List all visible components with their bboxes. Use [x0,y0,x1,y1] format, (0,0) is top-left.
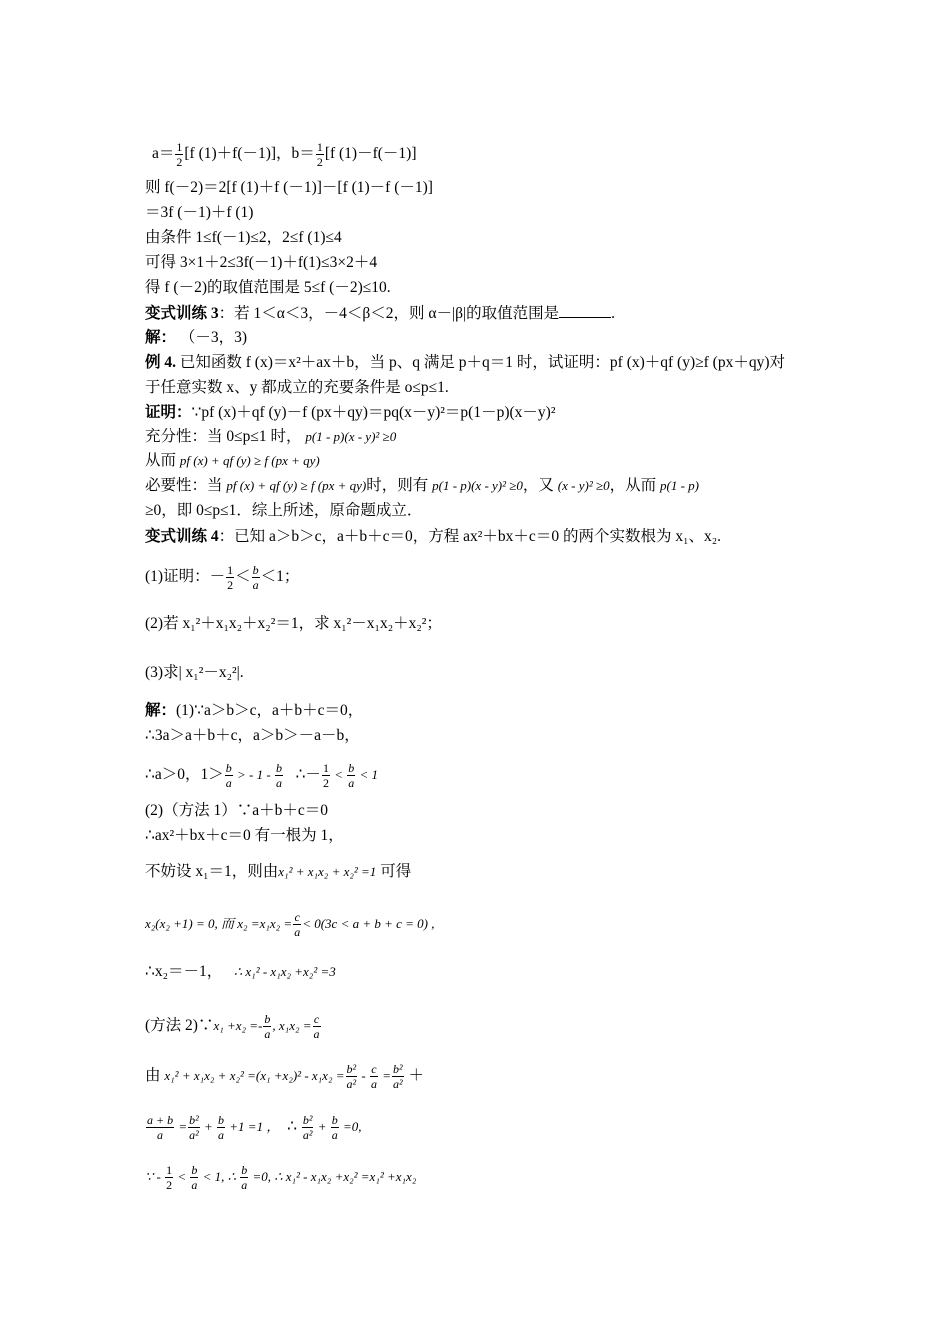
method-1-root: ∴ax²＋bx＋c＝0 有一根为 1， [145,827,344,844]
variant-4: 变式训练 4：已知 a＞b＞c，a＋b＋c＝0，方程 ax²＋bx＋c＝0 的两个实数根为 x₁、x₂. [145,528,721,545]
question-3: (3)求| x₁²－x₂²|. [145,664,244,681]
method-2-line3: $\frac{a + b}{a}$ = $\frac{\text{b²}}{\text{a²}}$ + $\frac{b}{a}$ +1 =1 ， ∴ $\frac{\text{b²}}{\text{a²}}$ + $\frac{b}{a}$ =0, [147,1113,362,1142]
necessity-cont: ≥0，即 0≤p≤1．综上所述，原命题成立． [145,502,423,519]
proof: 证明：∵pf (x)＋qf (y)－f (px＋qy)＝pq(x－y)²＝p(1－p)(x－y)² [145,404,556,421]
method-2-line4: ∵ - $\frac{1}{2}$ < $\frac{b}{a}$ < 1, ∴ $\frac{b}{a}$ =0, ∴ x₁² - x₁x₂ +x₂² =x₁² +x₁x₂ [145,1163,417,1192]
example-4-label: 例 4. [145,354,177,371]
solution-4-line3: ∴a＞0，1＞ $\frac{b}{a}$ > - 1 - $\frac{b}{a}$ ∴－ $\frac{1}{2}$ < $\frac{b}{a}$ < 1 [145,761,378,790]
sufficiency: 充分性：当 0≤p≤1 时， p(1 - p)(x - y)² ≥0 [145,428,397,445]
line-ab-def: a＝ $\frac{1}{2}$ [f (1)＋f(－1)]，b＝ $\frac{1}{2}$ [f (1)－f(－1)] [152,140,417,169]
method-1-assume: 不妨设 x₁＝1，则由x₁² + x₁x₂ + x₂² =1 可得 [145,863,412,880]
solution-4-start: 解：(1)∵a＞b＞c，a＋b＋c＝0， [145,702,364,719]
question-1: (1)证明：－ $\frac{1}{2}$ ＜ $\frac{b}{a}$ ＜1； [145,563,300,592]
line-derive: 可得 3×1＋2≤3f(－1)＋f(1)≤3×2＋4 [145,254,378,271]
solution-4-line2: ∴3a＞a＋b＋c，a＞b＞－a－b， [145,727,360,744]
example-4: 例 4. 已知函数 f (x)＝x²＋ax＋b，当 p、q 满足 p＋q＝1 时，试证明：pf (x)＋qf (y)≥f (px＋qy)对 [145,354,785,371]
line-condition: 由条件 1≤f(－1)≤2，2≤f (1)≤4 [145,229,342,246]
necessity: 必要性：当 pf (x) + qf (y) ≥ f (px + qy)时，则有 p(1 - p)(x - y)² ≥0，又 (x - y)² ≥0，从而 p(1 - p) [145,477,699,494]
line-range: 得 f (－2)的取值范围是 5≤f (－2)≤10. [145,279,391,296]
question-2: (2)若 x₁²＋x₁x₂＋x₂²＝1，求 x₁²－x₁x₂＋x₂²； [145,615,442,632]
method-1-result: ∴x₂＝－1， ∴ x₁² - x₁x₂ +x₂² =3 [145,963,336,980]
fraction-half: $\frac{1}{2}$ [316,140,323,169]
answer-blank [559,303,611,318]
method-2: (方法 2)∵x₁ +x₂ =- $\frac{b}{a}$ , x₁x₂ = $\frac{c}{a}$ [145,1012,320,1041]
variant-3-label: 变式训练 3 [145,305,219,322]
variant-4-label: 变式训练 4 [145,528,219,545]
example-4-cont: 于任意实数 x、y 都成立的充要条件是 o≤p≤1. [145,379,449,396]
solution-3: 解： （－3，3) [145,329,248,346]
method-1-x2: x₂(x₂ +1) = 0, 而 x₂ =x₁x₂ = $\frac{c}{a}$ < 0(3c < a + b + c = 0) , [145,910,435,939]
method-2-line2: 由 x₁² + x₁x₂ + x₂² =(x₁ +x₂)² - x₁x₂ = $\frac{\text{b²}}{\text{a²}}$ - $\frac{c}{a}$ = $\frac{\text{b²}}{\text{a²}}$ ＋ [145,1062,424,1091]
therefore-line: 从而 pf (x) + qf (y) ≥ f (px + qy) [145,452,320,469]
line-3f: ＝3f (－1)＋f (1) [145,204,254,221]
line-f-minus2: 则 f(－2)＝2[f (1)＋f (－1)]－[f (1)－f (－1)] [145,179,433,196]
variant-3: 变式训练 3：若 1＜α＜3，－4＜β＜2，则 α－|β|的取值范围是 . [145,305,615,322]
method-1: (2)（方法 1）∵a＋b＋c＝0 [145,802,328,819]
fraction-half: $\frac{1}{2}$ [176,140,183,169]
